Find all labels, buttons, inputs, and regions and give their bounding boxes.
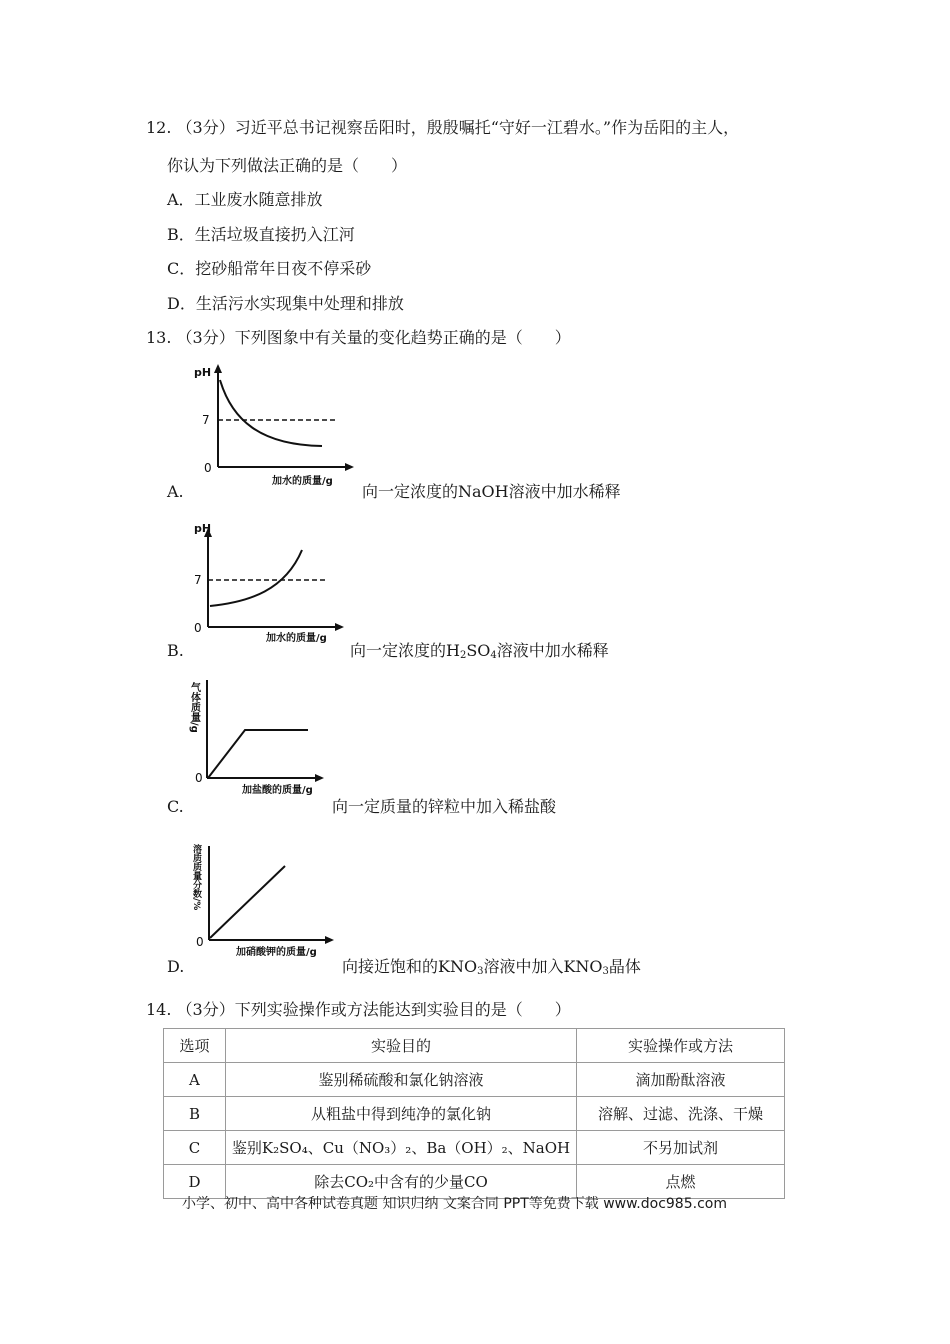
table-row [164,1131,785,1165]
q13-option-a-caption: 向一定浓度的NaOH溶液中加水稀释 [362,482,621,501]
q13-option-b-letter: B. [167,641,184,660]
caption-b-part1: 向一定浓度的H [350,641,460,660]
graph-a [190,360,360,490]
q13-option-d-caption [342,957,641,982]
caption-d-part2: 溶液中加入KNO [483,957,603,976]
graph-d-xlabel: 加硝酸钾的质量/g [236,947,317,958]
graph-c-xlabel: 加盐酸的质量/g [242,785,313,796]
table-cell: C [164,1131,226,1165]
table-header-row [164,1029,785,1063]
q12-stem-line1: 12. （3分）习近平总书记视察岳阳时，殷殷嘱托“守好一江碧水。”作为岳阳的主人， [146,118,740,137]
graph-c-line [208,730,308,778]
q12-option-d: D．生活污水实现集中处理和排放 [167,294,404,313]
table-cell: 除去CO₂中含有的少量CO [225,1165,576,1199]
q13-option-c-letter: C. [167,797,184,816]
table-header: 实验目的 [225,1029,576,1063]
table-cell: 不另加试剂 [577,1131,785,1165]
caption-d-sub1: 3 [477,966,484,977]
graph-c-origin: 0 [195,771,203,785]
table-cell: B [164,1097,226,1131]
table-cell: 鉴别K₂SO₄、Cu（NO₃）₂、Ba（OH）₂、NaOH [225,1131,576,1165]
q13-option-d-letter: D. [167,957,185,976]
graph-b [190,520,360,646]
table-row [164,1097,785,1131]
q12-option-c: C．挖砂船常年日夜不停采砂 [167,259,372,278]
caption-d-part3: 晶体 [608,957,641,976]
table-cell: 溶解、过滤、洗涤、干燥 [577,1097,785,1131]
table-row [164,1063,785,1097]
graph-c-ylabel: 气体质量/g [188,682,200,733]
graph-d [190,836,350,962]
q13-option-a-letter: A. [167,482,184,501]
graph-d-origin: 0 [196,935,204,949]
q12-option-a: A．工业废水随意排放 [167,190,323,209]
graph-d-x-arrow [325,936,334,944]
table-header: 实验操作或方法 [577,1029,785,1063]
graph-a-ref: 7 [202,413,210,427]
graph-d-ylabel: 溶质质量分数/% [191,844,201,911]
graph-a-xlabel: 加水的质量/g [272,476,333,487]
table-cell: 从粗盐中得到纯净的氯化钠 [225,1097,576,1131]
graph-b-ref: 7 [194,573,202,587]
graph-a-origin: 0 [204,461,212,475]
graph-a-ylabel: pH [194,366,212,379]
graph-b-origin: 0 [194,621,202,635]
graph-d-line [210,866,285,938]
table-header: 选项 [164,1029,226,1063]
q14-stem: 14. （3分）下列实验操作或方法能达到实验目的是（ ） [146,1000,571,1019]
q12-stem-line2: 你认为下列做法正确的是（ ） [167,156,408,175]
graph-c-x-arrow [315,774,324,782]
table-cell: 鉴别稀硫酸和氯化钠溶液 [225,1063,576,1097]
graph-a-curve [220,380,322,446]
graph-b-x-arrow [335,623,344,631]
table-cell: 点燃 [577,1165,785,1199]
graph-c [190,674,340,800]
footer-text: 小学、初中、高中各种试卷真题 知识归纳 文案合同 PPT等免费下载 www.doc985.com [182,1196,727,1212]
caption-d-sub2: 3 [602,966,609,977]
caption-b-sub2: 4 [490,650,497,661]
table-cell: A [164,1063,226,1097]
caption-b-part3: 溶液中加水稀释 [496,641,609,660]
caption-d-part1: 向接近饱和的KNO [342,957,478,976]
experiment-table [163,1028,785,1199]
graph-b-xlabel: 加水的质量/g [266,633,327,644]
graph-a-x-arrow [345,463,354,471]
q12-option-b: B．生活垃圾直接扔入江河 [167,225,355,244]
graph-a-y-arrow [214,364,222,373]
q13-option-b-caption [350,641,609,666]
caption-b-sub1: 2 [459,650,467,661]
graph-b-curve [210,550,302,606]
table-cell: D [164,1165,226,1199]
graph-b-ylabel: pH [194,522,212,535]
q13-option-c-caption: 向一定质量的锌粒中加入稀盐酸 [332,797,557,816]
q13-stem: 13. （3分）下列图象中有关量的变化趋势正确的是（ ） [146,328,571,347]
caption-b-part2: SO [466,641,491,660]
table-cell: 滴加酚酞溶液 [577,1063,785,1097]
